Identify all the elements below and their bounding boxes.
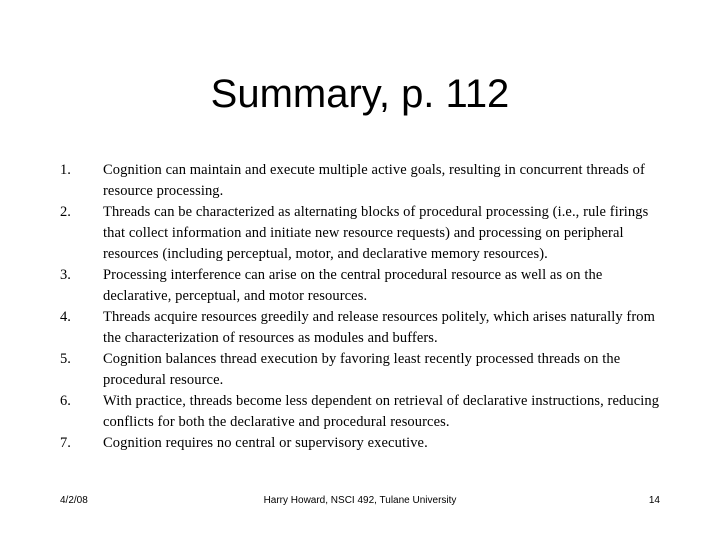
list-item-text: Cognition balances thread execution by favoring least recently processed threads on the procedural resource.: [103, 351, 621, 388]
list-item: [60, 160, 660, 202]
list-item: [60, 265, 660, 307]
list-item-number: 6.: [60, 393, 71, 409]
footer-date: 4/2/08: [60, 495, 88, 506]
list-item-number: 7.: [60, 435, 71, 451]
list-item-number: 4.: [60, 309, 71, 325]
list-item: [60, 391, 660, 433]
list-item-number: 2.: [60, 204, 71, 220]
list-item-text: With practice, threads become less dependent on retrieval of declarative instructions, reducing conflicts for both the declarative and procedural resources.: [103, 393, 660, 430]
list-item-text: Threads can be characterized as alternating blocks of procedural processing (i.e., rule firings that collect information and initiate new resource requests) and processing on peripheral resources (including perceptual, motor, and declarative memory resources).: [103, 204, 649, 262]
list-item-text: Threads acquire resources greedily and release resources politely, which arises naturally from the characterization of resources as modules and buffers.: [103, 309, 655, 346]
list-item: [60, 202, 660, 265]
list-item-text: Cognition requires no central or supervisory executive.: [103, 435, 428, 451]
list-item-text: Cognition can maintain and execute multiple active goals, resulting in concurrent threads of resource processing.: [103, 162, 645, 199]
list-item-number: 5.: [60, 351, 71, 367]
footer-credit: Harry Howard, NSCI 492, Tulane University: [263, 495, 457, 506]
list-item: [60, 433, 660, 454]
slide-title: Summary, p. 112: [210, 72, 510, 116]
page-number: 14: [648, 495, 660, 506]
list-item-text: Processing interference can arise on the central procedural resource as well as on the declarative, perceptual, and motor resources.: [103, 267, 603, 304]
list-item-number: 3.: [60, 267, 71, 283]
list-item: [60, 349, 660, 391]
list-item-number: 1.: [60, 162, 71, 178]
summary-list: [60, 160, 660, 454]
list-item: [60, 307, 660, 349]
